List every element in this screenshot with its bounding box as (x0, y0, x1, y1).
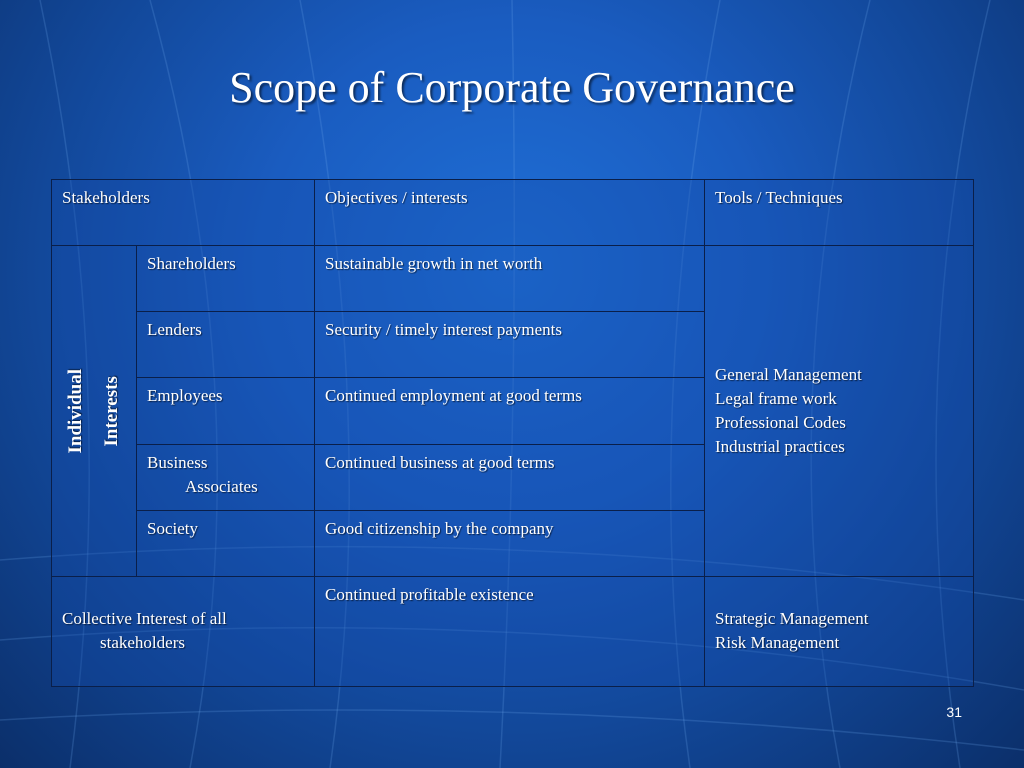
individual-tools-cell (705, 246, 974, 577)
objective-cell: Continued employment at good terms (315, 378, 705, 444)
governance-table (51, 179, 974, 687)
collective-label-line1: Collective Interest of all (62, 609, 227, 629)
group-label-line1: Individual (65, 368, 86, 454)
page-number: 31 (946, 704, 962, 720)
tool-item: Industrial practices (715, 436, 845, 456)
table-row (52, 246, 974, 312)
tool-item: General Management (715, 364, 862, 384)
collective-row (52, 576, 974, 686)
objective-cell: Sustainable growth in net worth (315, 246, 705, 312)
header-objectives: Objectives / interests (315, 180, 705, 246)
stakeholder-line2: Associates (185, 476, 258, 496)
stakeholder-cell (137, 444, 315, 510)
collective-label-line2: stakeholders (100, 633, 185, 653)
objective-cell: Security / timely interest payments (315, 312, 705, 378)
collective-label-cell (52, 576, 315, 686)
objective-cell: Continued business at good terms (315, 444, 705, 510)
header-stakeholders: Stakeholders (52, 180, 315, 246)
stakeholder-line1: Business (147, 452, 208, 472)
slide-title: Scope of Corporate Governance (229, 63, 795, 112)
tool-item: Strategic Management (715, 609, 869, 629)
header-row (52, 180, 974, 246)
stakeholder-cell: Society (137, 510, 315, 576)
collective-objective-cell: Continued profitable existence (315, 576, 705, 686)
collective-tools-cell (705, 576, 974, 686)
stakeholder-cell: Lenders (137, 312, 315, 378)
tool-item: Legal frame work (715, 388, 837, 408)
objective-cell: Good citizenship by the company (315, 510, 705, 576)
stakeholder-cell: Shareholders (137, 246, 315, 312)
individual-interests-label (52, 246, 137, 577)
stakeholder-cell: Employees (137, 378, 315, 444)
tool-item: Professional Codes (715, 412, 846, 432)
header-tools: Tools / Techniques (705, 180, 974, 246)
group-label-line2: Interests (101, 375, 122, 447)
tool-item: Risk Management (715, 633, 840, 653)
